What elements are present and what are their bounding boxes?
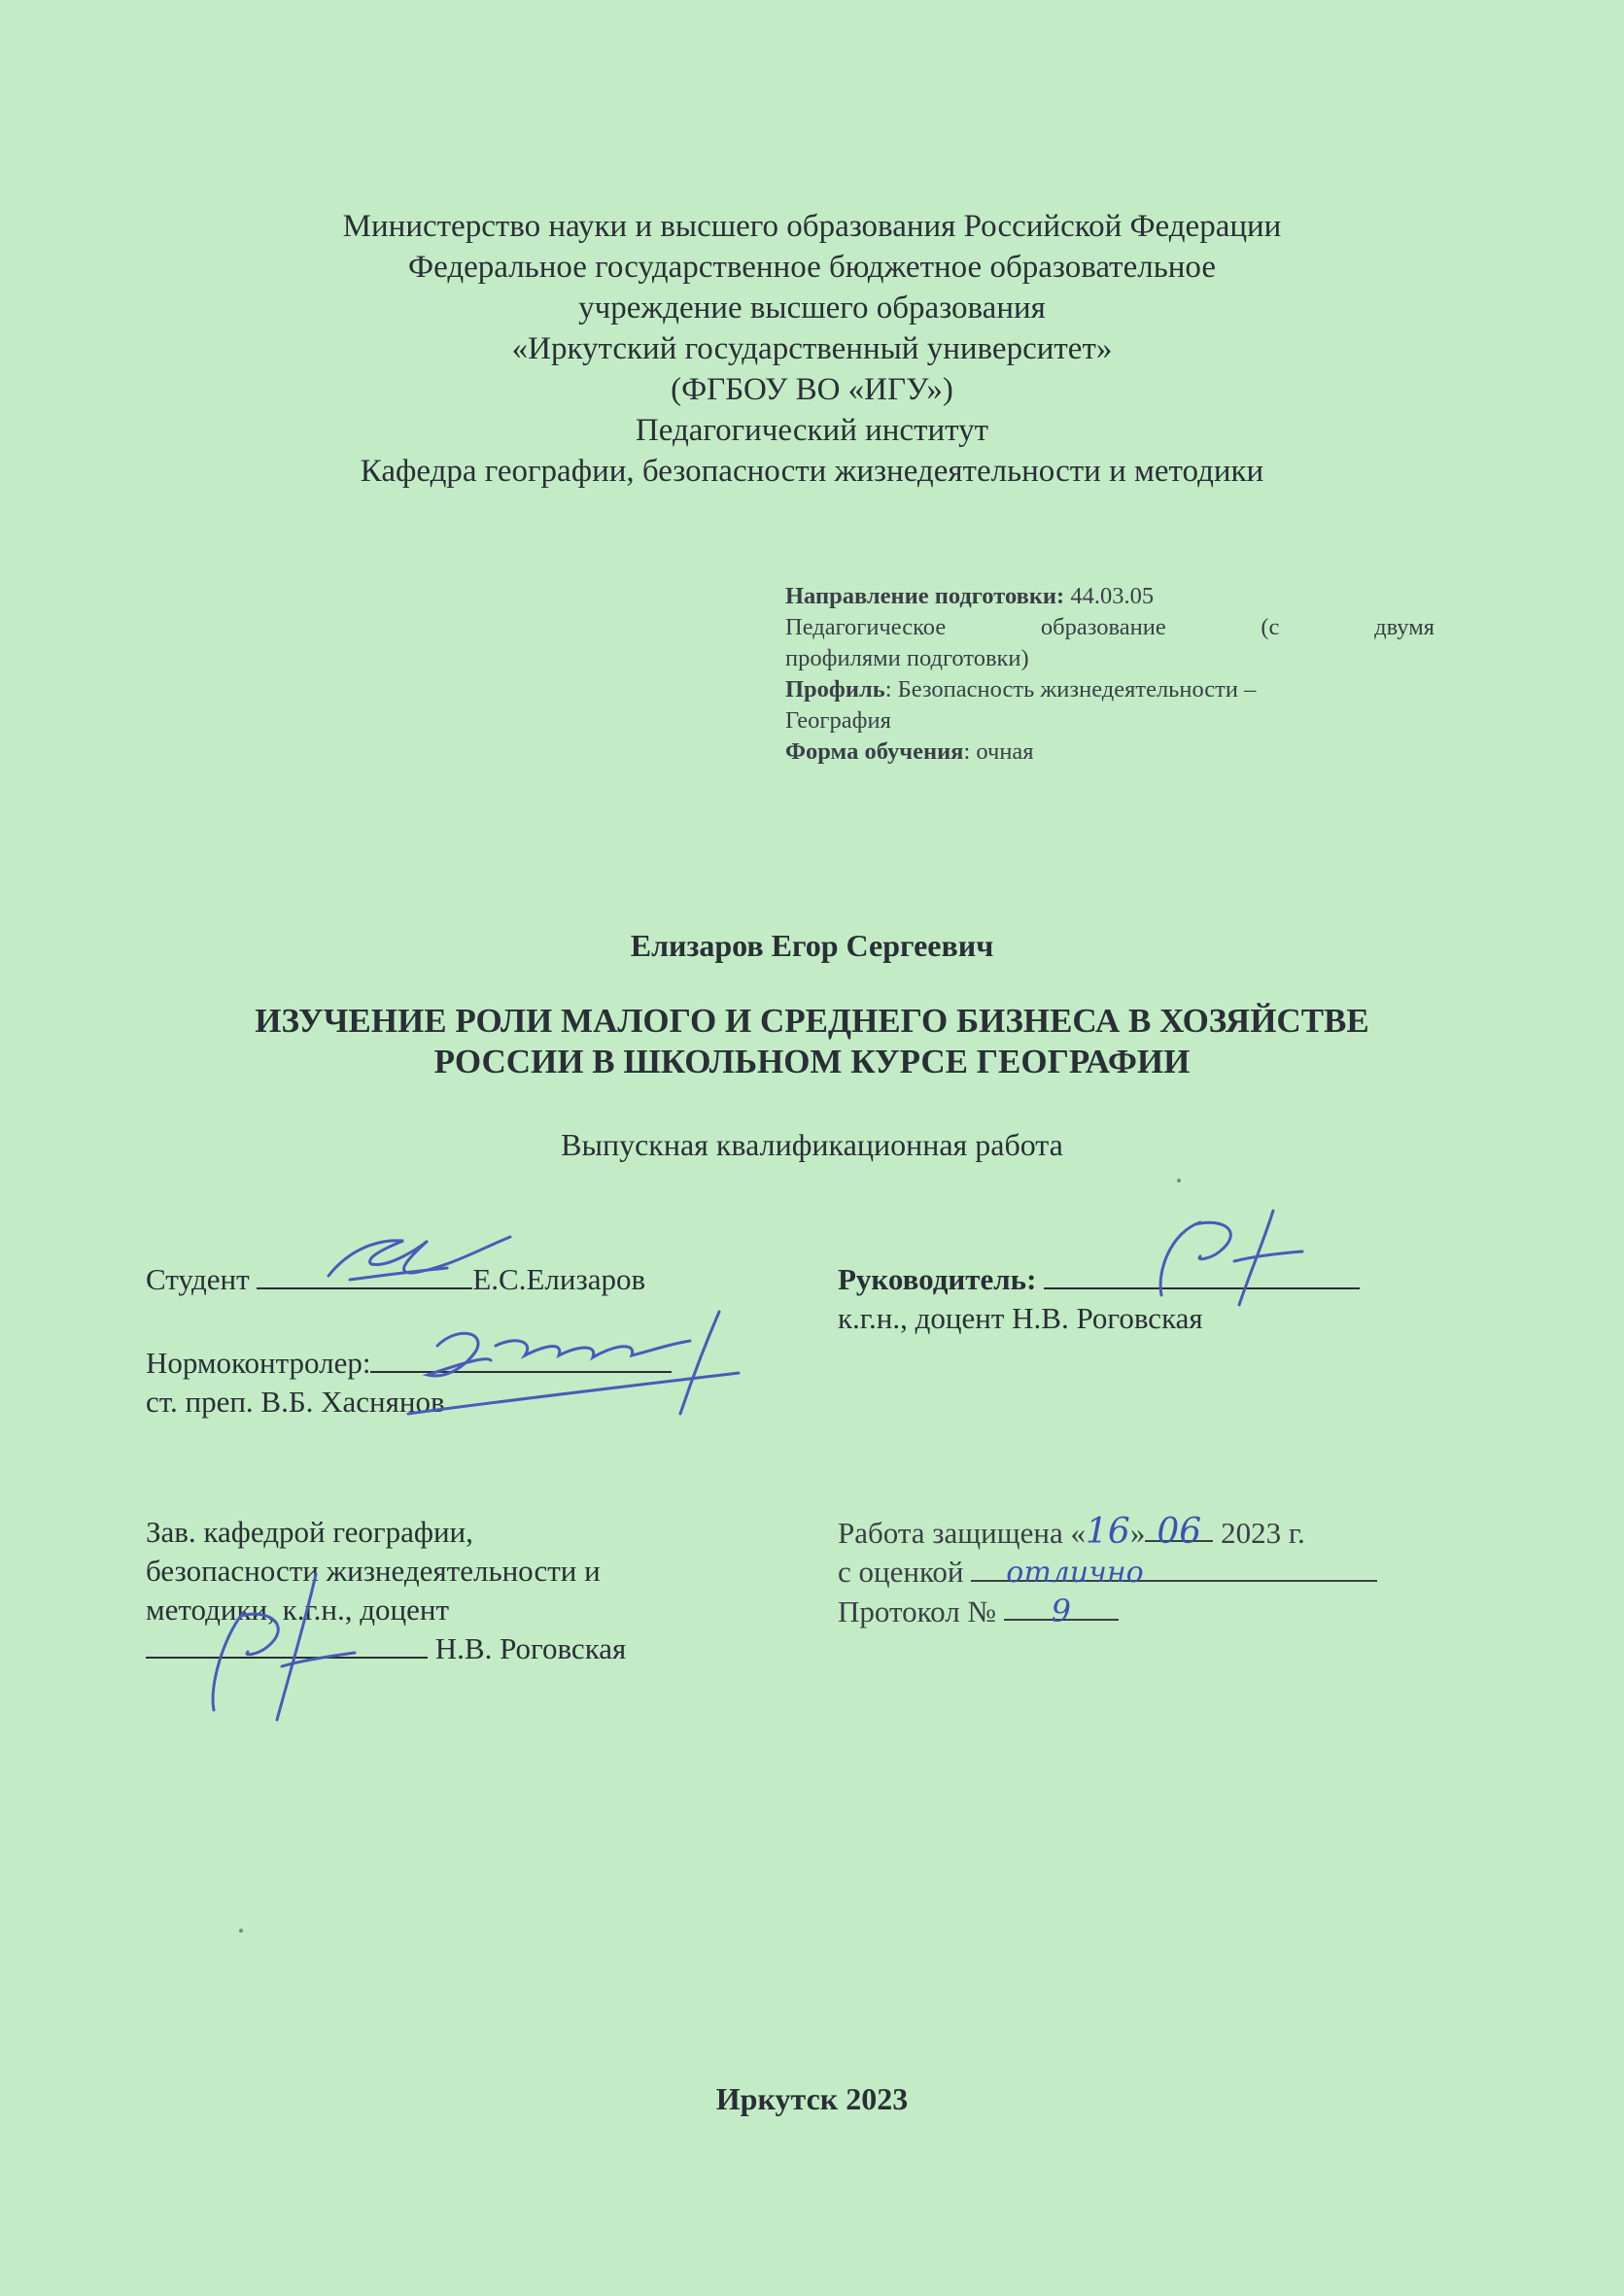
supervisor-signature-line <box>1044 1260 1360 1289</box>
head-line-1: Зав. кафедрой географии, <box>146 1515 473 1549</box>
normcontroller-label: Нормоконтролер: <box>146 1346 371 1380</box>
student-block <box>146 1260 645 1299</box>
student-label: Студент <box>146 1262 258 1296</box>
author-name: Елизаров Егор Сергеевич <box>630 928 994 963</box>
defense-block <box>838 1513 1377 1631</box>
normcontroller-block <box>146 1344 672 1422</box>
protocol-number: 9 <box>1051 1593 1071 1629</box>
institution-line-1: Федеральное государственное бюджетное образовательное <box>408 250 1216 285</box>
head-signature-line <box>146 1629 428 1659</box>
defense-mid: » <box>1129 1516 1146 1550</box>
student-signature-line <box>257 1260 472 1289</box>
supervisor-label: Руководитель: <box>838 1262 1037 1296</box>
ministry-line: Министерство науки и высшего образования Российской Федерации <box>342 209 1282 244</box>
institution-header <box>0 206 1624 492</box>
normcontroller-signature-line <box>370 1344 672 1373</box>
profile-value-1: : Безопасность жизнедеятельности – <box>884 676 1257 703</box>
thesis-title-line-2: РОССИИ В ШКОЛЬНОМ КУРСЕ ГЕОГРАФИИ <box>433 1043 1191 1080</box>
grade-label: с оценкой <box>838 1555 972 1589</box>
normcontroller-name: ст. преп. В.Б. Хаснянов <box>146 1385 445 1419</box>
head-block <box>146 1513 626 1668</box>
university-abbr: (ФГБОУ ВО «ИГУ») <box>671 372 953 407</box>
defense-year: 2023 г. <box>1221 1516 1305 1550</box>
defense-month: 06 <box>1157 1512 1202 1552</box>
form-value: : очная <box>963 738 1034 765</box>
direction-code: 44.03.05 <box>1064 583 1155 609</box>
profile-label: Профиль <box>785 676 885 703</box>
city-year: Иркутск 2023 <box>715 2081 909 2116</box>
defense-prefix: Работа защищена « <box>838 1516 1086 1550</box>
protocol-label: Протокол № <box>838 1594 1004 1628</box>
profile-value-2: География <box>785 707 891 734</box>
supervisor-block <box>838 1260 1360 1338</box>
profile-line <box>785 674 1434 705</box>
scan-speck <box>1177 1179 1181 1182</box>
head-line-3: методики, к.г.н., доцент <box>146 1593 450 1627</box>
study-details <box>785 581 1434 768</box>
department-name: Кафедра географии, безопасности жизнедеятельности и методики <box>360 454 1264 489</box>
form-line <box>785 737 1434 768</box>
direction-name-2: профилями подготовки) <box>785 645 1029 671</box>
direction-name-1: Педагогическое образование (с двумя <box>785 614 1434 640</box>
supervisor-name: к.г.н., доцент Н.В. Роговская <box>838 1301 1203 1335</box>
grade-value: отлично <box>1006 1556 1144 1590</box>
form-label: Форма обучения <box>785 738 964 765</box>
thesis-title <box>0 1001 1624 1082</box>
institute-name: Педагогический институт <box>635 413 989 448</box>
work-type: Выпускная квалификационная работа <box>561 1127 1063 1162</box>
head-line-2: безопасности жизнедеятельности и <box>146 1554 601 1588</box>
student-name: Е.С.Елизаров <box>472 1262 646 1296</box>
university-name: «Иркутский государственный университет» <box>511 331 1113 366</box>
scan-speck <box>239 1929 243 1933</box>
direction-label: Направление подготовки: <box>785 583 1065 609</box>
thesis-title-line-1: ИЗУЧЕНИЕ РОЛИ МАЛОГО И СРЕДНЕГО БИЗНЕСА В ХОЗЯЙСТВЕ <box>255 1002 1369 1040</box>
defense-day: 16 <box>1086 1512 1130 1552</box>
institution-line-2: учреждение высшего образования <box>578 291 1046 326</box>
head-name: Н.В. Роговская <box>428 1631 627 1665</box>
direction-line <box>785 581 1434 612</box>
